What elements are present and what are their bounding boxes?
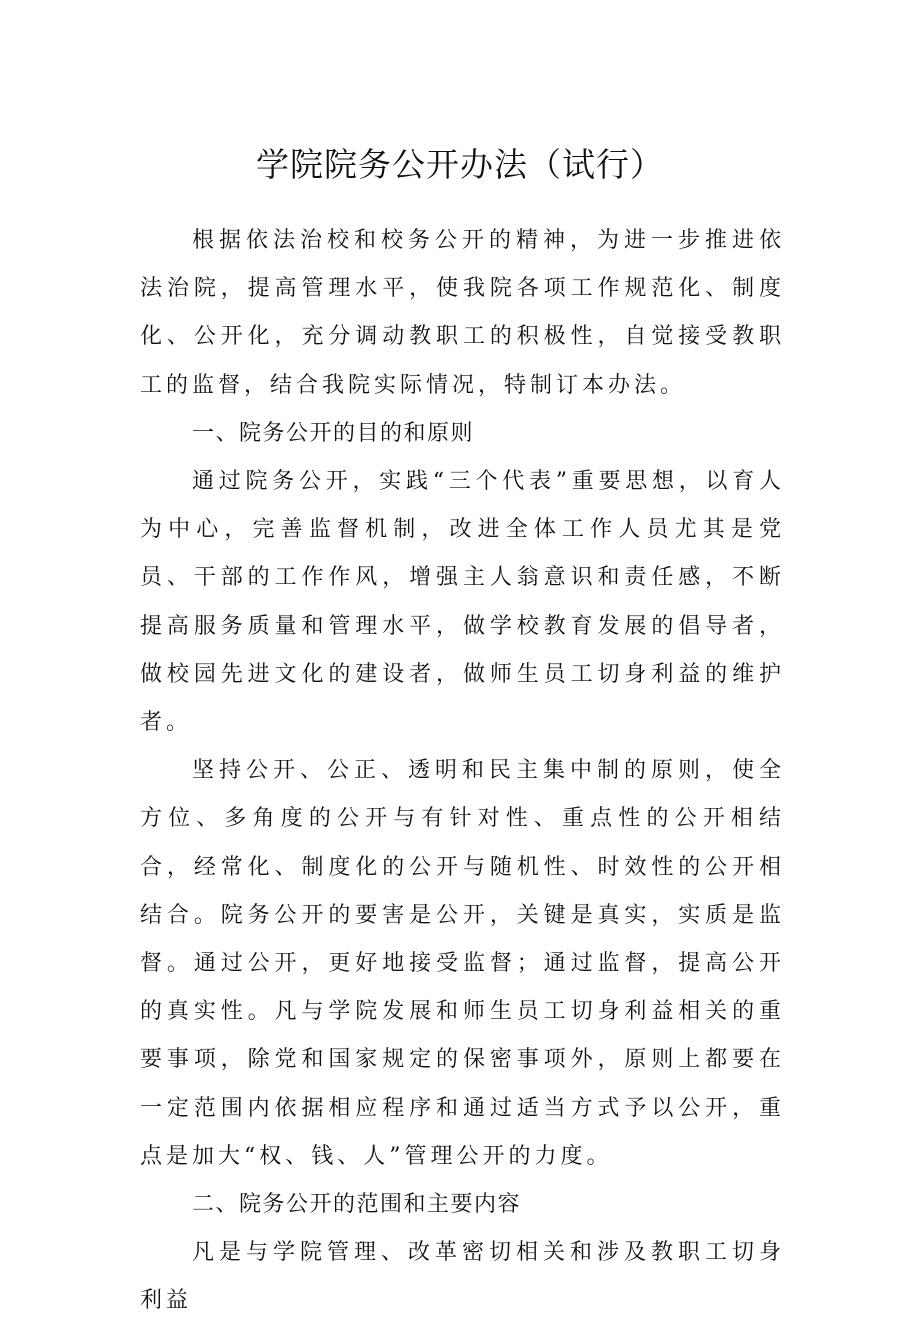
document-body — [140, 217, 785, 1326]
paragraph-intro: 根据依法治校和校务公开的精神，为进一步推进依法治院，提高管理水平，使我院各项工作规范化、制度化、公开化，充分调动教职工的积极性，自觉接受教职工的监督，结合我院实际情况，特制订本办法。 — [140, 228, 785, 398]
paragraph-purpose: 通过院务公开，实践“三个代表”重要思想，以育人为中心，完善监督机制，改进全体工作人员尤其是党员、干部的工作作风，增强主人翁意识和责任感，不断提高服务质量和管理水平，做学校教育发展的倡导者，做校园先进文化的建设者，做师生员工切身利益的维护者。 — [140, 469, 785, 736]
paragraph-scope: 凡是与学院管理、改革密切相关和涉及教职工切身利益 — [140, 1240, 785, 1314]
section-heading-1: 一、院务公开的目的和原则 — [192, 420, 475, 446]
paragraph-principles: 坚持公开、公正、透明和民主集中制的原则，使全方位、多角度的公开与有针对性、重点性的公开相结合，经常化、制度化的公开与随机性、时效性的公开相结合。院务公开的要害是公开，关键是真实，实质是监督。通过公开，更好地接受监督；通过监督，提高公开的真实性。凡与学院发展和师生员工切身利益相关的重要事项，除党和国家规定的保密事项外，原则上都要在一定范围内依据相应程序和通过适当方式予以公开，重点是加大“权、钱、人”管理公开的力度。 — [140, 758, 785, 1169]
section-heading-2: 二、院务公开的范围和主要内容 — [192, 1192, 522, 1218]
document-title: 学院院务公开办法（试行） — [256, 145, 664, 184]
